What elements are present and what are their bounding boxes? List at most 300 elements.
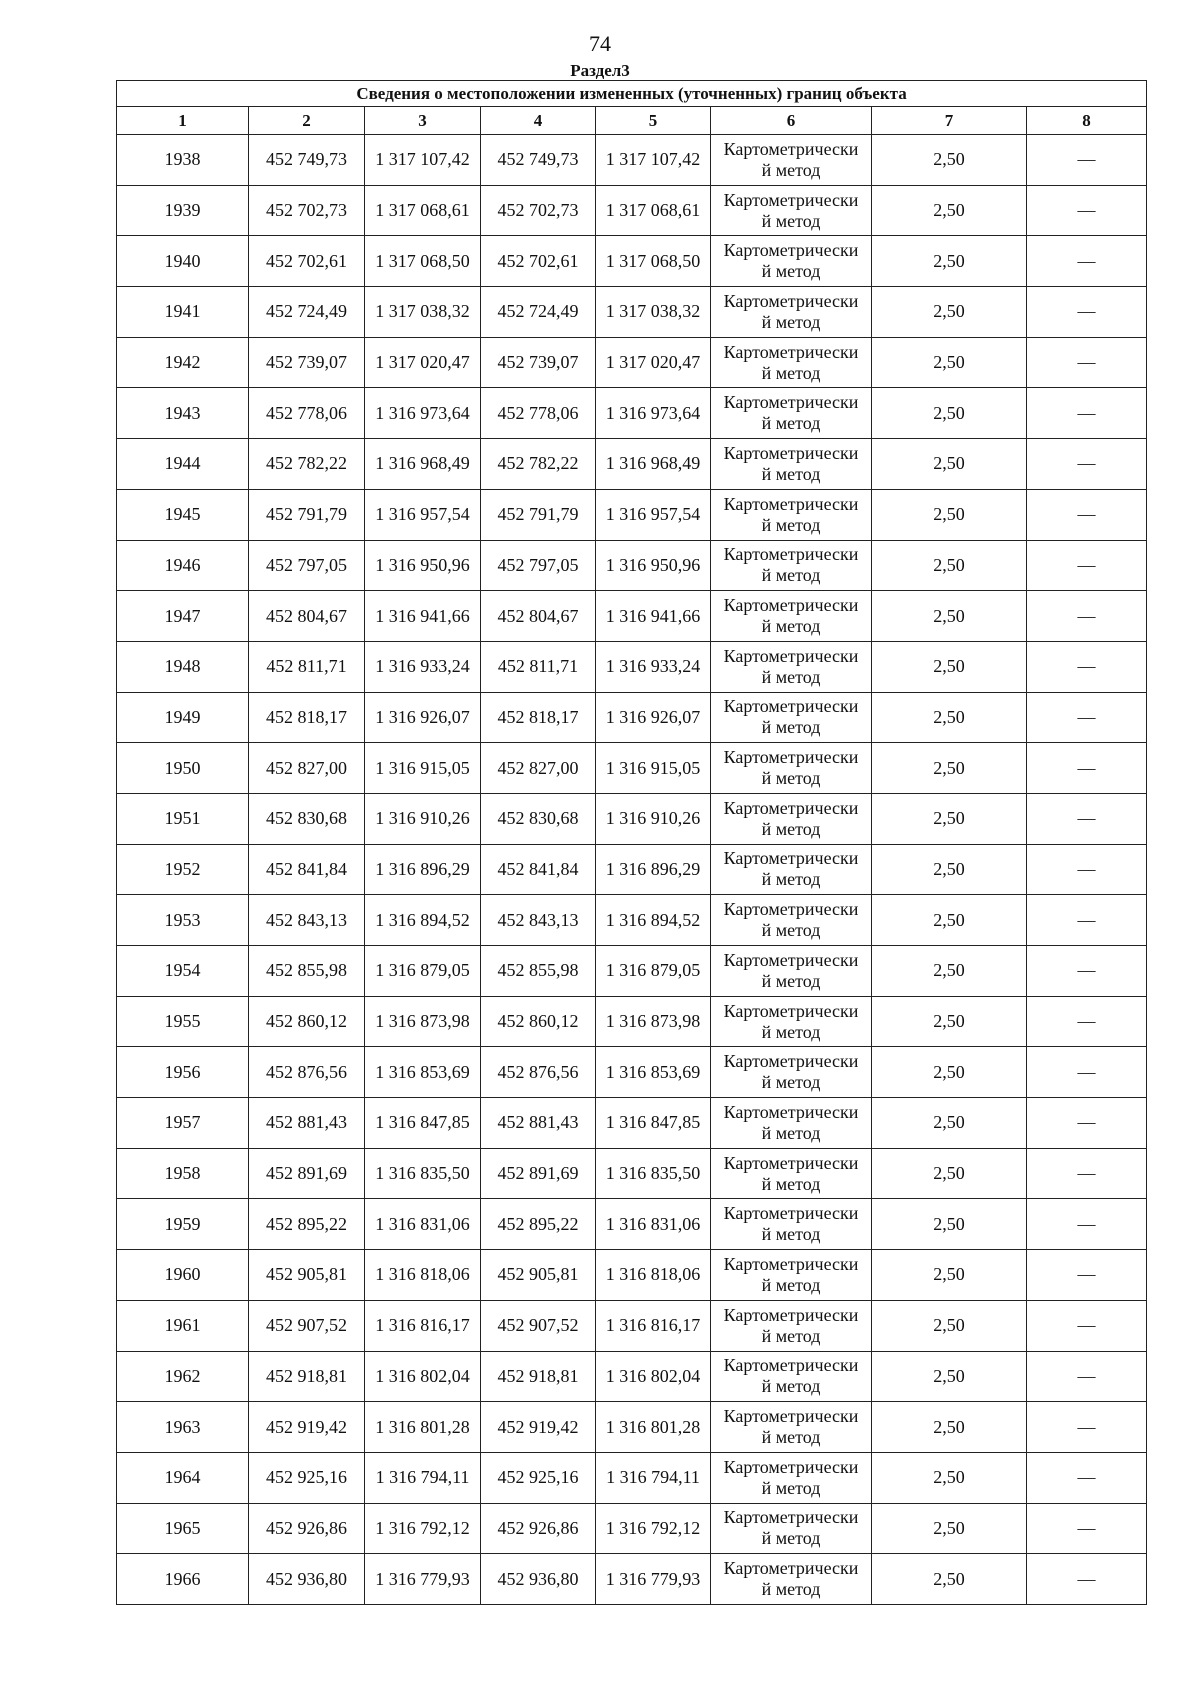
x-new-cell: 452 724,49	[481, 287, 596, 338]
page-number: 74	[589, 31, 611, 56]
x-existing-cell: 452 925,16	[249, 1452, 365, 1503]
point-number-cell: 1963	[117, 1402, 249, 1453]
x-new-cell: 452 811,71	[481, 641, 596, 692]
x-existing-cell: 452 702,73	[249, 185, 365, 236]
description-cell: —	[1027, 1047, 1147, 1098]
method-text-line1: Картометрически	[723, 138, 859, 159]
y-existing-cell: 1 316 910,26	[365, 793, 481, 844]
y-new-cell: 1 316 926,07	[596, 692, 711, 743]
x-existing-cell: 452 918,81	[249, 1351, 365, 1402]
method-text-line2: й метод	[761, 1072, 821, 1093]
accuracy-cell: 2,50	[872, 641, 1027, 692]
description-cell: —	[1027, 1300, 1147, 1351]
method-text-line2: й метод	[761, 413, 821, 434]
x-existing-cell: 452 907,52	[249, 1300, 365, 1351]
x-new-cell: 452 702,73	[481, 185, 596, 236]
x-new-cell: 452 818,17	[481, 692, 596, 743]
method-text-line1: Картометрически	[723, 595, 859, 616]
point-number-cell: 1960	[117, 1250, 249, 1301]
y-existing-cell: 1 317 107,42	[365, 135, 481, 186]
method-text-line1: Картометрически	[723, 442, 859, 463]
point-number-cell: 1947	[117, 591, 249, 642]
y-new-cell: 1 316 873,98	[596, 996, 711, 1047]
table-body	[117, 135, 1147, 1605]
x-existing-cell: 452 811,71	[249, 641, 365, 692]
table-row	[117, 1250, 1147, 1301]
method-text-line1: Картометрически	[723, 1355, 859, 1376]
x-new-cell: 452 749,73	[481, 135, 596, 186]
x-new-cell: 452 876,56	[481, 1047, 596, 1098]
description-cell: —	[1027, 1351, 1147, 1402]
description-cell: —	[1027, 1554, 1147, 1605]
method-text-line1: Картометрически	[723, 899, 859, 920]
point-number-cell: 1965	[117, 1503, 249, 1554]
y-existing-cell: 1 317 038,32	[365, 287, 481, 338]
y-new-cell: 1 316 879,05	[596, 946, 711, 997]
description-cell: —	[1027, 1098, 1147, 1149]
table-row	[117, 1199, 1147, 1250]
table-row	[117, 793, 1147, 844]
table-row	[117, 439, 1147, 490]
method-cell	[711, 439, 872, 490]
y-new-cell: 1 317 068,50	[596, 236, 711, 287]
table-row	[117, 287, 1147, 338]
description-cell: —	[1027, 1402, 1147, 1453]
table-row	[117, 337, 1147, 388]
description-cell: —	[1027, 692, 1147, 743]
method-text-line1: Картометрически	[723, 1406, 859, 1427]
x-existing-cell: 452 791,79	[249, 489, 365, 540]
x-new-cell: 452 739,07	[481, 337, 596, 388]
method-text-line2: й метод	[761, 261, 821, 282]
accuracy-cell: 2,50	[872, 1199, 1027, 1250]
accuracy-cell: 2,50	[872, 591, 1027, 642]
table-row	[117, 236, 1147, 287]
accuracy-cell: 2,50	[872, 337, 1027, 388]
x-new-cell: 452 918,81	[481, 1351, 596, 1402]
y-existing-cell: 1 317 020,47	[365, 337, 481, 388]
method-text-line1: Картометрически	[723, 341, 859, 362]
y-existing-cell: 1 316 779,93	[365, 1554, 481, 1605]
x-existing-cell: 452 895,22	[249, 1199, 365, 1250]
x-new-cell: 452 827,00	[481, 743, 596, 794]
x-existing-cell: 452 876,56	[249, 1047, 365, 1098]
accuracy-cell: 2,50	[872, 135, 1027, 186]
table-row	[117, 895, 1147, 946]
method-text-line1: Картометрически	[723, 1456, 859, 1477]
point-number-cell: 1945	[117, 489, 249, 540]
y-existing-cell: 1 316 968,49	[365, 439, 481, 490]
accuracy-cell: 2,50	[872, 287, 1027, 338]
x-new-cell: 452 926,86	[481, 1503, 596, 1554]
x-new-cell: 452 797,05	[481, 540, 596, 591]
method-cell	[711, 135, 872, 186]
table-row	[117, 641, 1147, 692]
method-text-line2: й метод	[761, 818, 821, 839]
method-text-line2: й метод	[761, 1477, 821, 1498]
y-existing-cell: 1 316 831,06	[365, 1199, 481, 1250]
y-existing-cell: 1 316 957,54	[365, 489, 481, 540]
y-new-cell: 1 316 915,05	[596, 743, 711, 794]
method-text-line2: й метод	[761, 1274, 821, 1295]
y-new-cell: 1 316 910,26	[596, 793, 711, 844]
method-cell	[711, 337, 872, 388]
method-text-line1: Картометрически	[723, 1152, 859, 1173]
description-cell: —	[1027, 489, 1147, 540]
method-text-line1: Картометрически	[723, 696, 859, 717]
method-cell	[711, 1503, 872, 1554]
method-cell	[711, 743, 872, 794]
method-cell	[711, 1554, 872, 1605]
accuracy-cell: 2,50	[872, 388, 1027, 439]
accuracy-cell: 2,50	[872, 895, 1027, 946]
method-text-line2: й метод	[761, 666, 821, 687]
x-existing-cell: 452 841,84	[249, 844, 365, 895]
accuracy-cell: 2,50	[872, 439, 1027, 490]
table-row	[117, 1554, 1147, 1605]
description-cell: —	[1027, 388, 1147, 439]
y-new-cell: 1 317 020,47	[596, 337, 711, 388]
y-new-cell: 1 316 853,69	[596, 1047, 711, 1098]
method-text-line2: й метод	[761, 1579, 821, 1600]
column-number-1: 1	[117, 107, 249, 135]
x-existing-cell: 452 804,67	[249, 591, 365, 642]
description-cell: —	[1027, 337, 1147, 388]
x-new-cell: 452 841,84	[481, 844, 596, 895]
column-number-7: 7	[872, 107, 1027, 135]
accuracy-cell: 2,50	[872, 1148, 1027, 1199]
x-new-cell: 452 860,12	[481, 996, 596, 1047]
x-new-cell: 452 936,80	[481, 1554, 596, 1605]
table-row	[117, 1148, 1147, 1199]
description-cell: —	[1027, 439, 1147, 490]
method-text-line2: й метод	[761, 1427, 821, 1448]
method-text-line2: й метод	[761, 869, 821, 890]
column-number-2: 2	[249, 107, 365, 135]
y-existing-cell: 1 316 894,52	[365, 895, 481, 946]
y-existing-cell: 1 316 802,04	[365, 1351, 481, 1402]
description-cell: —	[1027, 1250, 1147, 1301]
y-existing-cell: 1 316 801,28	[365, 1402, 481, 1453]
table-row	[117, 1300, 1147, 1351]
table-title: Сведения о местоположении измененных (уточненных) границ объекта	[117, 81, 1147, 107]
method-cell	[711, 692, 872, 743]
method-text-line1: Картометрически	[723, 392, 859, 413]
description-cell: —	[1027, 236, 1147, 287]
description-cell: —	[1027, 793, 1147, 844]
y-existing-cell: 1 316 792,12	[365, 1503, 481, 1554]
x-new-cell: 452 891,69	[481, 1148, 596, 1199]
table-row	[117, 1452, 1147, 1503]
method-cell	[711, 1402, 872, 1453]
method-text-line1: Картометрически	[723, 544, 859, 565]
point-number-cell: 1955	[117, 996, 249, 1047]
y-new-cell: 1 316 801,28	[596, 1402, 711, 1453]
x-new-cell: 452 830,68	[481, 793, 596, 844]
point-number-cell: 1943	[117, 388, 249, 439]
accuracy-cell: 2,50	[872, 1098, 1027, 1149]
accuracy-cell: 2,50	[872, 793, 1027, 844]
description-cell: —	[1027, 540, 1147, 591]
y-new-cell: 1 316 973,64	[596, 388, 711, 439]
method-text-line2: й метод	[761, 1224, 821, 1245]
method-text-line1: Картометрически	[723, 848, 859, 869]
y-existing-cell: 1 316 896,29	[365, 844, 481, 895]
x-existing-cell: 452 818,17	[249, 692, 365, 743]
table-row	[117, 1098, 1147, 1149]
x-existing-cell: 452 936,80	[249, 1554, 365, 1605]
x-new-cell: 452 881,43	[481, 1098, 596, 1149]
y-existing-cell: 1 316 973,64	[365, 388, 481, 439]
method-text-line2: й метод	[761, 616, 821, 637]
description-cell: —	[1027, 1452, 1147, 1503]
accuracy-cell: 2,50	[872, 540, 1027, 591]
method-text-line2: й метод	[761, 1528, 821, 1549]
point-number-cell: 1951	[117, 793, 249, 844]
method-text-line2: й метод	[761, 463, 821, 484]
accuracy-cell: 2,50	[872, 946, 1027, 997]
description-cell: —	[1027, 895, 1147, 946]
y-new-cell: 1 316 941,66	[596, 591, 711, 642]
method-cell	[711, 388, 872, 439]
method-text-line2: й метод	[761, 311, 821, 332]
description-cell: —	[1027, 641, 1147, 692]
point-number-cell: 1952	[117, 844, 249, 895]
y-new-cell: 1 316 794,11	[596, 1452, 711, 1503]
description-cell: —	[1027, 996, 1147, 1047]
method-cell	[711, 489, 872, 540]
method-cell	[711, 946, 872, 997]
y-existing-cell: 1 316 818,06	[365, 1250, 481, 1301]
x-existing-cell: 452 827,00	[249, 743, 365, 794]
y-new-cell: 1 316 835,50	[596, 1148, 711, 1199]
point-number-cell: 1958	[117, 1148, 249, 1199]
x-new-cell: 452 919,42	[481, 1402, 596, 1453]
x-existing-cell: 452 926,86	[249, 1503, 365, 1554]
table-row	[117, 185, 1147, 236]
table-row	[117, 692, 1147, 743]
method-text-line2: й метод	[761, 210, 821, 231]
method-text-line1: Картометрически	[723, 1253, 859, 1274]
point-number-cell: 1942	[117, 337, 249, 388]
table-row	[117, 591, 1147, 642]
point-number-cell: 1950	[117, 743, 249, 794]
method-text-line2: й метод	[761, 1021, 821, 1042]
point-number-cell: 1959	[117, 1199, 249, 1250]
description-cell: —	[1027, 591, 1147, 642]
point-number-cell: 1939	[117, 185, 249, 236]
method-text-line1: Картометрически	[723, 747, 859, 768]
table-row	[117, 135, 1147, 186]
description-cell: —	[1027, 185, 1147, 236]
x-new-cell: 452 702,61	[481, 236, 596, 287]
y-new-cell: 1 316 831,06	[596, 1199, 711, 1250]
x-existing-cell: 452 739,07	[249, 337, 365, 388]
table-row	[117, 1503, 1147, 1554]
method-text-line2: й метод	[761, 920, 821, 941]
method-cell	[711, 1300, 872, 1351]
y-new-cell: 1 317 068,61	[596, 185, 711, 236]
method-cell	[711, 287, 872, 338]
description-cell: —	[1027, 1148, 1147, 1199]
x-existing-cell: 452 919,42	[249, 1402, 365, 1453]
x-existing-cell: 452 724,49	[249, 287, 365, 338]
method-text-line2: й метод	[761, 514, 821, 535]
point-number-cell: 1956	[117, 1047, 249, 1098]
method-cell	[711, 793, 872, 844]
method-text-line2: й метод	[761, 1325, 821, 1346]
x-existing-cell: 452 797,05	[249, 540, 365, 591]
method-cell	[711, 1351, 872, 1402]
method-text-line2: й метод	[761, 970, 821, 991]
y-existing-cell: 1 316 879,05	[365, 946, 481, 997]
x-new-cell: 452 895,22	[481, 1199, 596, 1250]
accuracy-cell: 2,50	[872, 1554, 1027, 1605]
point-number-cell: 1961	[117, 1300, 249, 1351]
method-text-line1: Картометрически	[723, 189, 859, 210]
column-number-6: 6	[711, 107, 872, 135]
accuracy-cell: 2,50	[872, 1351, 1027, 1402]
method-text-line1: Картометрически	[723, 493, 859, 514]
point-number-cell: 1953	[117, 895, 249, 946]
table-row	[117, 1402, 1147, 1453]
y-existing-cell: 1 317 068,61	[365, 185, 481, 236]
accuracy-cell: 2,50	[872, 1300, 1027, 1351]
column-number-4: 4	[481, 107, 596, 135]
accuracy-cell: 2,50	[872, 236, 1027, 287]
point-number-cell: 1944	[117, 439, 249, 490]
method-cell	[711, 1452, 872, 1503]
y-new-cell: 1 316 950,96	[596, 540, 711, 591]
y-existing-cell: 1 317 068,50	[365, 236, 481, 287]
method-text-line2: й метод	[761, 717, 821, 738]
y-new-cell: 1 316 792,12	[596, 1503, 711, 1554]
x-existing-cell: 452 782,22	[249, 439, 365, 490]
y-new-cell: 1 316 957,54	[596, 489, 711, 540]
x-existing-cell: 452 860,12	[249, 996, 365, 1047]
y-new-cell: 1 316 896,29	[596, 844, 711, 895]
method-text-line1: Картометрически	[723, 240, 859, 261]
y-existing-cell: 1 316 933,24	[365, 641, 481, 692]
y-existing-cell: 1 316 816,17	[365, 1300, 481, 1351]
y-new-cell: 1 317 038,32	[596, 287, 711, 338]
y-existing-cell: 1 316 926,07	[365, 692, 481, 743]
point-number-cell: 1966	[117, 1554, 249, 1605]
accuracy-cell: 2,50	[872, 996, 1027, 1047]
x-existing-cell: 452 905,81	[249, 1250, 365, 1301]
x-existing-cell: 452 830,68	[249, 793, 365, 844]
y-new-cell: 1 316 816,17	[596, 1300, 711, 1351]
x-new-cell: 452 782,22	[481, 439, 596, 490]
point-number-cell: 1940	[117, 236, 249, 287]
x-existing-cell: 452 891,69	[249, 1148, 365, 1199]
method-cell	[711, 1148, 872, 1199]
point-number-cell: 1938	[117, 135, 249, 186]
description-cell: —	[1027, 1503, 1147, 1554]
method-text-line1: Картометрически	[723, 1051, 859, 1072]
accuracy-cell: 2,50	[872, 743, 1027, 794]
table-row	[117, 540, 1147, 591]
y-new-cell: 1 316 933,24	[596, 641, 711, 692]
method-text-line2: й метод	[761, 1173, 821, 1194]
y-new-cell: 1 316 802,04	[596, 1351, 711, 1402]
table-row	[117, 388, 1147, 439]
description-cell: —	[1027, 946, 1147, 997]
table-row	[117, 1047, 1147, 1098]
y-existing-cell: 1 316 873,98	[365, 996, 481, 1047]
method-text-line2: й метод	[761, 362, 821, 383]
accuracy-cell: 2,50	[872, 1402, 1027, 1453]
column-number-5: 5	[596, 107, 711, 135]
method-cell	[711, 1098, 872, 1149]
x-existing-cell: 452 749,73	[249, 135, 365, 186]
point-number-cell: 1941	[117, 287, 249, 338]
accuracy-cell: 2,50	[872, 844, 1027, 895]
method-text-line1: Картометрически	[723, 1507, 859, 1528]
x-existing-cell: 452 855,98	[249, 946, 365, 997]
y-new-cell: 1 316 818,06	[596, 1250, 711, 1301]
column-number-8: 8	[1027, 107, 1147, 135]
method-text-line2: й метод	[761, 159, 821, 180]
description-cell: —	[1027, 1199, 1147, 1250]
point-number-cell: 1954	[117, 946, 249, 997]
accuracy-cell: 2,50	[872, 1503, 1027, 1554]
coordinates-table	[116, 80, 1147, 1605]
method-text-line1: Картометрически	[723, 1558, 859, 1579]
method-cell	[711, 996, 872, 1047]
section-title: Раздел3	[570, 61, 630, 80]
y-existing-cell: 1 316 915,05	[365, 743, 481, 794]
x-existing-cell: 452 843,13	[249, 895, 365, 946]
accuracy-cell: 2,50	[872, 489, 1027, 540]
method-cell	[711, 185, 872, 236]
y-existing-cell: 1 316 853,69	[365, 1047, 481, 1098]
x-existing-cell: 452 778,06	[249, 388, 365, 439]
x-new-cell: 452 905,81	[481, 1250, 596, 1301]
description-cell: —	[1027, 135, 1147, 186]
method-cell	[711, 641, 872, 692]
method-cell	[711, 895, 872, 946]
table-row	[117, 844, 1147, 895]
method-cell	[711, 1250, 872, 1301]
y-existing-cell: 1 316 835,50	[365, 1148, 481, 1199]
accuracy-cell: 2,50	[872, 692, 1027, 743]
y-new-cell: 1 316 847,85	[596, 1098, 711, 1149]
method-cell	[711, 591, 872, 642]
table-row	[117, 946, 1147, 997]
method-text-line2: й метод	[761, 768, 821, 789]
x-new-cell: 452 791,79	[481, 489, 596, 540]
y-new-cell: 1 316 779,93	[596, 1554, 711, 1605]
accuracy-cell: 2,50	[872, 185, 1027, 236]
y-existing-cell: 1 316 794,11	[365, 1452, 481, 1503]
method-text-line2: й метод	[761, 1376, 821, 1397]
table-row	[117, 996, 1147, 1047]
method-cell	[711, 1199, 872, 1250]
method-text-line1: Картометрически	[723, 290, 859, 311]
method-cell	[711, 540, 872, 591]
point-number-cell: 1957	[117, 1098, 249, 1149]
point-number-cell: 1946	[117, 540, 249, 591]
x-existing-cell: 452 702,61	[249, 236, 365, 287]
point-number-cell: 1949	[117, 692, 249, 743]
method-text-line1: Картометрически	[723, 1000, 859, 1021]
y-new-cell: 1 317 107,42	[596, 135, 711, 186]
y-existing-cell: 1 316 950,96	[365, 540, 481, 591]
column-number-row	[117, 107, 1147, 135]
method-text-line1: Картометрически	[723, 1203, 859, 1224]
x-new-cell: 452 925,16	[481, 1452, 596, 1503]
